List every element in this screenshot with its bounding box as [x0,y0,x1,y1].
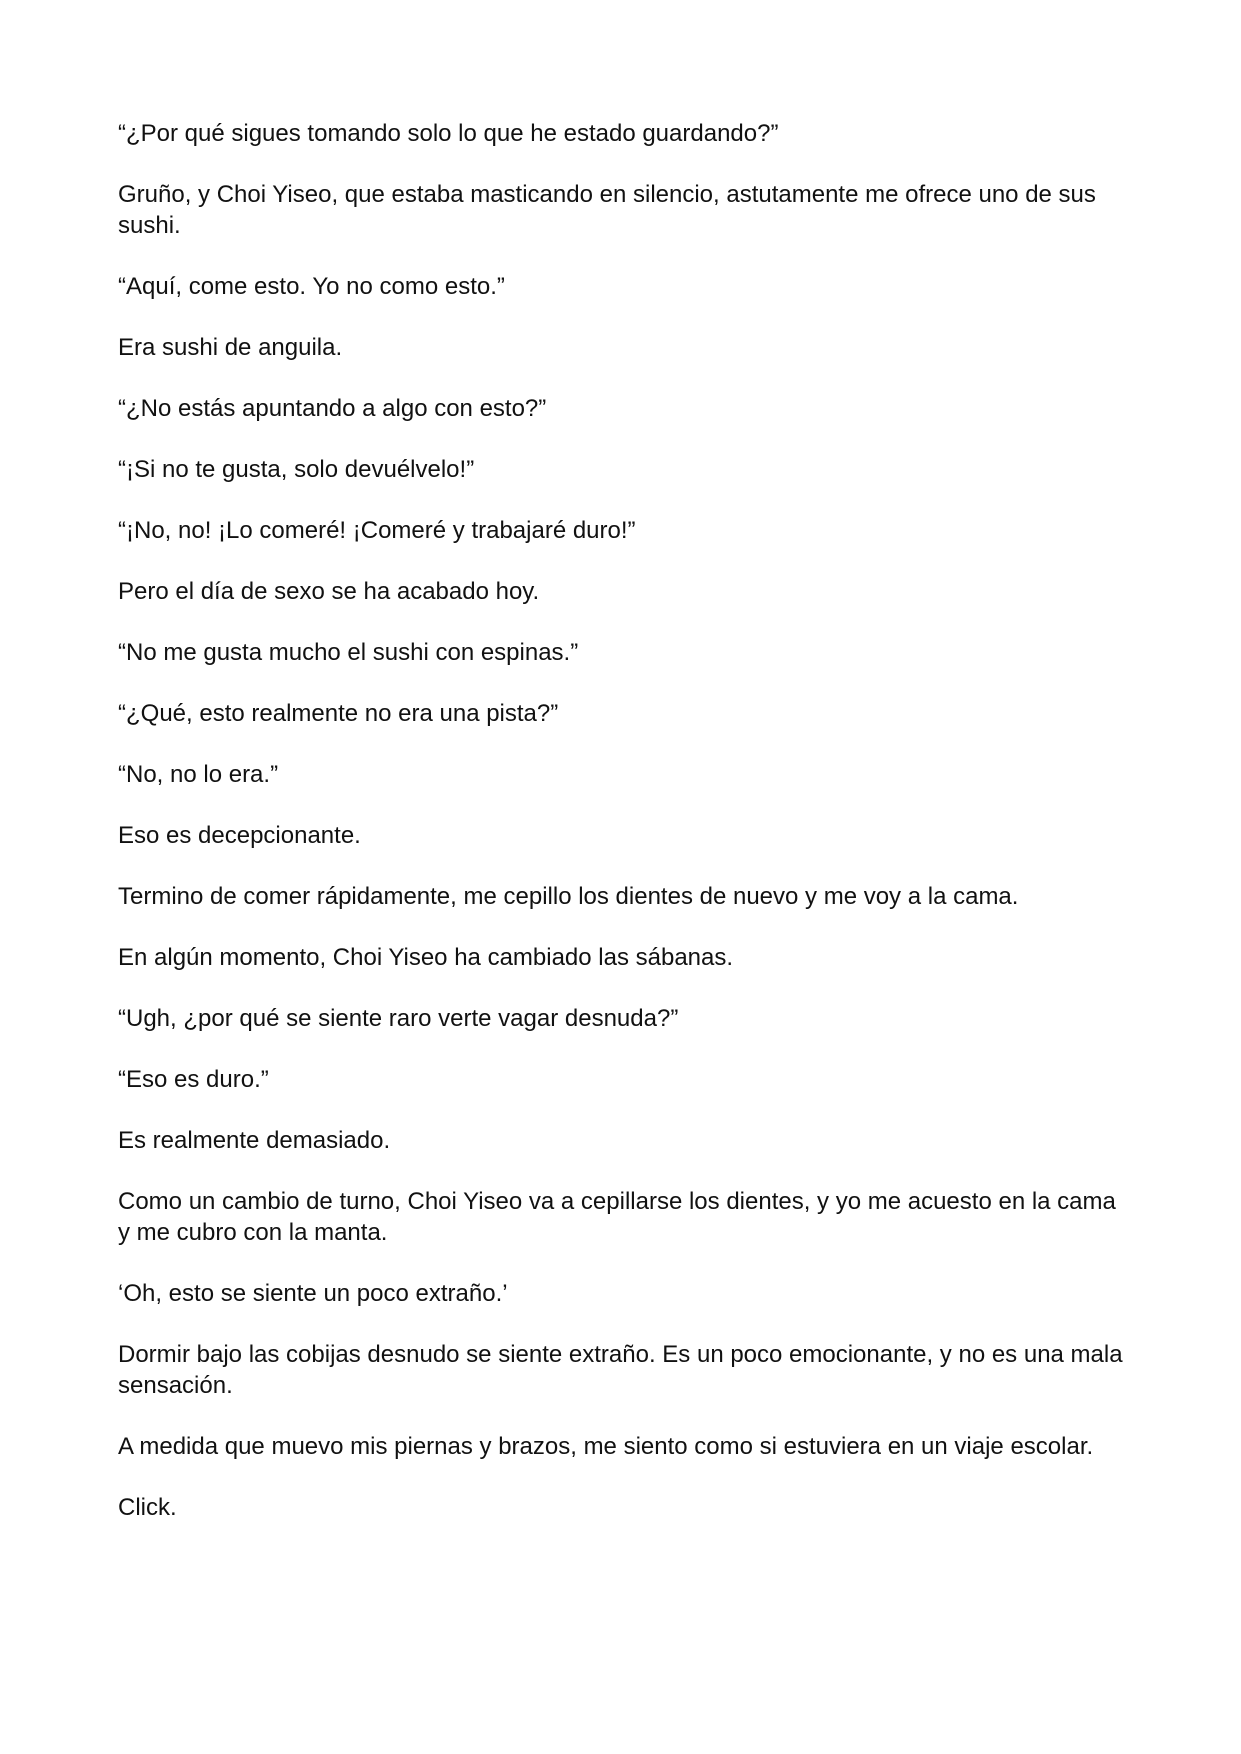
paragraph: Gruño, y Choi Yiseo, que estaba masticando en silencio, astutamente me ofrece uno de sus sushi. [118,181,1096,239]
paragraph: Pero el día de sexo se ha acabado hoy. [118,578,540,605]
paragraph: ‘Oh, esto se siente un poco extraño.’ [118,1280,508,1307]
paragraph: Era sushi de anguila. [118,334,343,361]
paragraph: “Aquí, come esto. Yo no como esto.” [118,273,505,300]
paragraph: Click. [118,1494,177,1521]
paragraph: “¿Qué, esto realmente no era una pista?” [118,700,559,727]
paragraph: “¿Por qué sigues tomando solo lo que he estado guardando?” [118,120,779,147]
paragraph: Es realmente demasiado. [118,1127,391,1154]
paragraph: A medida que muevo mis piernas y brazos, me siento como si estuviera en un viaje escolar. [118,1433,1094,1460]
paragraph: “¡No, no! ¡Lo comeré! ¡Comeré y trabajaré duro!” [118,517,636,544]
paragraph: “¡Si no te gusta, solo devuélvelo!” [118,456,475,483]
paragraph: Eso es decepcionante. [118,822,361,849]
paragraph: En algún momento, Choi Yiseo ha cambiado las sábanas. [118,944,734,971]
document-body [118,118,1133,1553]
paragraph: “No, no lo era.” [118,761,279,788]
paragraph: “Eso es duro.” [118,1066,269,1093]
paragraph: “Ugh, ¿por qué se siente raro verte vagar desnuda?” [118,1005,679,1032]
paragraph: “No me gusta mucho el sushi con espinas.” [118,639,579,666]
paragraph: Como un cambio de turno, Choi Yiseo va a cepillarse los dientes, y yo me acuesto en la cama y me cubro con la manta. [118,1188,1116,1246]
paragraph: Termino de comer rápidamente, me cepillo los dientes de nuevo y me voy a la cama. [118,883,1019,910]
paragraph: Dormir bajo las cobijas desnudo se siente extraño. Es un poco emocionante, y no es una mala sensación. [118,1341,1123,1399]
paragraph: “¿No estás apuntando a algo con esto?” [118,395,547,422]
